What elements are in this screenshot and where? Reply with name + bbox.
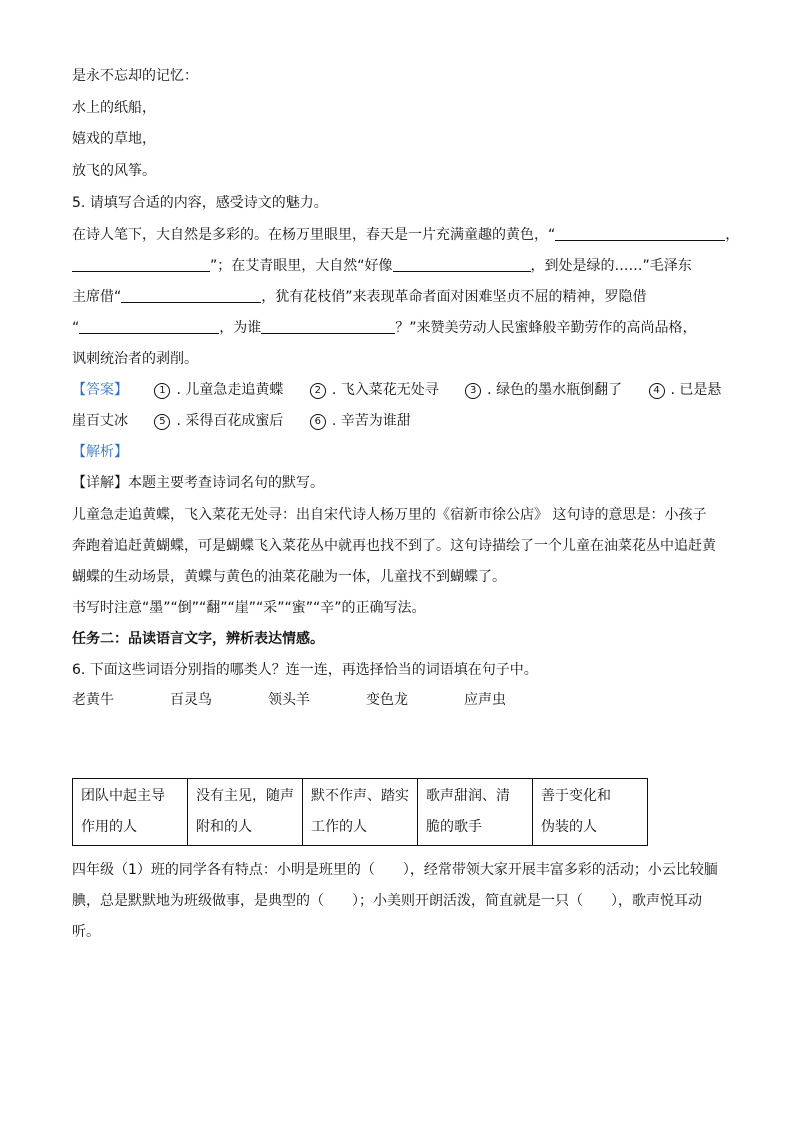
detail-label: 【详解】 <box>72 475 128 491</box>
question-5-paragraph <box>72 318 697 338</box>
answer-item <box>154 382 283 398</box>
answer-text: . 采得百花成蜜后 <box>176 413 284 429</box>
answer-line <box>72 411 411 431</box>
analysis-paragraph: 书写时注意“墨”“倒”“翻”“崖”“采”“蜜”“辛”的正确写法。 <box>72 600 426 616</box>
answer-text: . 已是悬 <box>670 382 722 398</box>
detail-text: 本题主要考查诗词名句的默写。 <box>128 475 324 491</box>
analysis-paragraph: 儿童急走追黄蝶，飞入菜花无处寻：出自宋代诗人杨万里的《宿新市徐公店》 这句诗的意思是：小孩子 <box>72 507 707 523</box>
question-6-sentence: 听。 <box>72 924 100 940</box>
question-5-stem: 5. 请填写合适的内容，感受诗文的魅力。 <box>72 195 328 211</box>
cell-text: 作用的人 <box>81 819 137 835</box>
question-5-paragraph <box>72 287 647 307</box>
question-6-stem: 6. 下面这些词语分别指的哪类人？连一连，再选择恰当的词语填在句子中。 <box>72 662 538 678</box>
question-5-paragraph: 讽刺统治者的剥削。 <box>72 351 198 367</box>
answer-item <box>154 413 283 429</box>
q5-text: ，到处是绿的……”毛泽东 <box>530 258 692 274</box>
poem-line: 水上的纸船， <box>72 100 156 116</box>
cell-text: 歌声甜润、清 <box>426 788 510 804</box>
answer-text: . 绿色的墨水瓶倒翻了 <box>487 382 623 398</box>
q5-text: ，为谁 <box>219 320 262 336</box>
answer-item <box>310 413 411 429</box>
analysis-paragraph: 蝴蝶的生动场景，黄蝶与黄色的油菜花融为一体，儿童找不到蝴蝶了。 <box>72 569 506 585</box>
analysis-paragraph: 奔跑着追赶黄蝴蝶，可是蝴蝶飞入菜花丛中就再也找不到了。这句诗描绘了一个儿童在油菜花丛中追赶黄 <box>72 538 716 554</box>
answer-label: 【答案】 <box>72 382 128 398</box>
description-cell[interactable] <box>73 779 188 846</box>
word-option[interactable]: 老黄牛 <box>72 692 114 708</box>
answer-line <box>72 380 721 400</box>
description-cell[interactable] <box>188 779 303 846</box>
description-cell[interactable] <box>303 779 418 846</box>
question-5-paragraph <box>72 225 739 245</box>
q5-text: ？”来赞美劳动人民蜜蜂般辛勤劳作的高尚品格， <box>395 320 697 336</box>
circled-number: 4 <box>649 383 665 399</box>
answer-item-continued: 崖百丈冰 <box>72 413 128 429</box>
q5-text: “ <box>72 320 80 336</box>
circled-number: 6 <box>310 414 326 430</box>
q5-text: ， <box>725 227 740 243</box>
word-option[interactable]: 领头羊 <box>268 692 310 708</box>
cell-text: 脆的歌手 <box>426 819 482 835</box>
fill-blank-1[interactable] <box>555 226 725 241</box>
answer-text: . 飞入菜花无处寻 <box>331 382 439 398</box>
cell-text: 善于变化和 <box>541 788 611 804</box>
answer-text: . 儿童急走追黄蝶 <box>176 382 284 398</box>
cell-text: 默不作声、踏实 <box>311 788 409 804</box>
question-5-paragraph <box>72 256 692 276</box>
circled-number: 2 <box>310 383 326 399</box>
answer-item <box>310 382 439 398</box>
q5-text: ，犹有花枝俏”来表现革命者面对困难坚贞不屈的精神，罗隐借 <box>261 289 647 305</box>
cell-text: 没有主见，随声 <box>196 788 294 804</box>
poem-line: 嬉戏的草地， <box>72 131 156 147</box>
q5-text: 在诗人笔下，大自然是多彩的。在杨万里眼里，春天是一片充满童趣的黄色，“ <box>72 227 556 243</box>
circled-number: 5 <box>154 414 170 430</box>
task-2-title: 任务二：品读语言文字，辨析表达情感。 <box>72 631 324 647</box>
fill-blank-4[interactable] <box>121 288 261 303</box>
fill-blank-6[interactable] <box>261 319 395 334</box>
cell-text: 附和的人 <box>196 819 252 835</box>
detail-line <box>72 473 324 493</box>
cell-text: 团队中起主导 <box>81 788 165 804</box>
fill-blank-5[interactable] <box>79 319 219 334</box>
poem-line: 是永不忘却的记忆： <box>72 68 198 84</box>
circled-number: 3 <box>465 383 481 399</box>
question-6-sentence: 四年级（1）班的同学各有特点：小明是班里的（ ），经常带领大家开展丰富多彩的活动；小云比较腼 <box>72 862 718 878</box>
poem-line: 放飞的风筝。 <box>72 163 156 179</box>
question-6-sentence: 腆，总是默默地为班级做事，是典型的（ ）；小美则开朗活泼，简直就是一只（ ），歌声悦耳动 <box>72 893 702 909</box>
word-option[interactable]: 百灵鸟 <box>170 692 212 708</box>
description-cell[interactable] <box>418 779 533 846</box>
word-option[interactable]: 应声虫 <box>464 692 506 708</box>
answer-item <box>465 382 622 398</box>
q5-text: ”；在艾青眼里，大自然“好像 <box>210 258 393 274</box>
q5-text: 主席借“ <box>72 289 122 305</box>
description-cell[interactable] <box>533 779 648 846</box>
answer-item <box>649 382 722 398</box>
answer-text: . 辛苦为谁甜 <box>331 413 411 429</box>
circled-number: 1 <box>154 383 170 399</box>
fill-blank-2[interactable] <box>72 257 210 272</box>
analysis-label: 【解析】 <box>72 444 128 460</box>
cell-text: 工作的人 <box>311 819 367 835</box>
fill-blank-3[interactable] <box>393 257 531 272</box>
cell-text: 伪装的人 <box>541 819 597 835</box>
description-table <box>72 778 648 846</box>
word-option[interactable]: 变色龙 <box>366 692 408 708</box>
